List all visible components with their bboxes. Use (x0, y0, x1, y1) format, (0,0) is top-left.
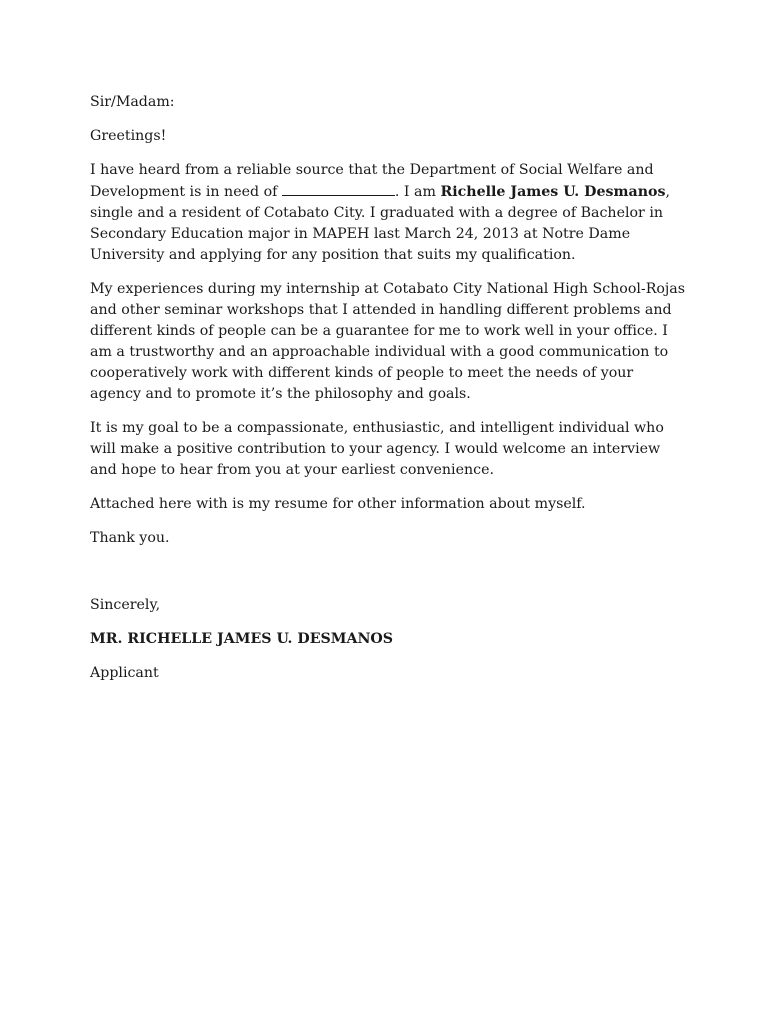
closing: Sincerely, (90, 597, 161, 613)
greeting: Greetings! (90, 128, 167, 144)
thank-you: Thank you. (90, 530, 170, 546)
letter-body (90, 92, 686, 697)
position-blank-line (282, 181, 395, 196)
intro-text-iam: . I am (394, 184, 441, 200)
applicant-name-inline: Richelle James U. Desmanos (440, 184, 666, 200)
intro-text-start: I have heard from a reliable source that the Department of Social Welfare and Development is in need of (90, 162, 654, 200)
paragraph-goal: It is my goal to be a compassionate, enthusiastic, and intelligent individual who will make a positive contribution to your agency. I would welcome an interview and hope to hear from you at your earliest convenience. (90, 420, 664, 478)
intro-text-rest: , single and a resident of Cotabato City. I graduated with a degree of Bachelor in Secondary Education major in MAPEH last March 24, 2013 at Notre Dame University and applying for any position that suits my qualification. (90, 184, 670, 263)
signatory-name: MR. RICHELLE JAMES U. DESMANOS (90, 631, 394, 647)
paragraph-attachment: Attached here with is my resume for other information about myself. (90, 496, 586, 512)
salutation: Sir/Madam: (90, 94, 175, 110)
paragraph-intro (90, 160, 686, 266)
signatory-title: Applicant (90, 665, 159, 681)
signature-spacer (90, 562, 686, 595)
paragraph-experience: My experiences during my internship at Cotabato City National High School-Rojas and other seminar workshops that I attended in handling different problems and different kinds of people can be a guarantee for me to work well in your office. I am a trustworthy and an approachable individual with a good communication to cooperatively work with different kinds of people to meet the needs of your agency and to promote it’s the philosophy and goals. (90, 281, 686, 402)
